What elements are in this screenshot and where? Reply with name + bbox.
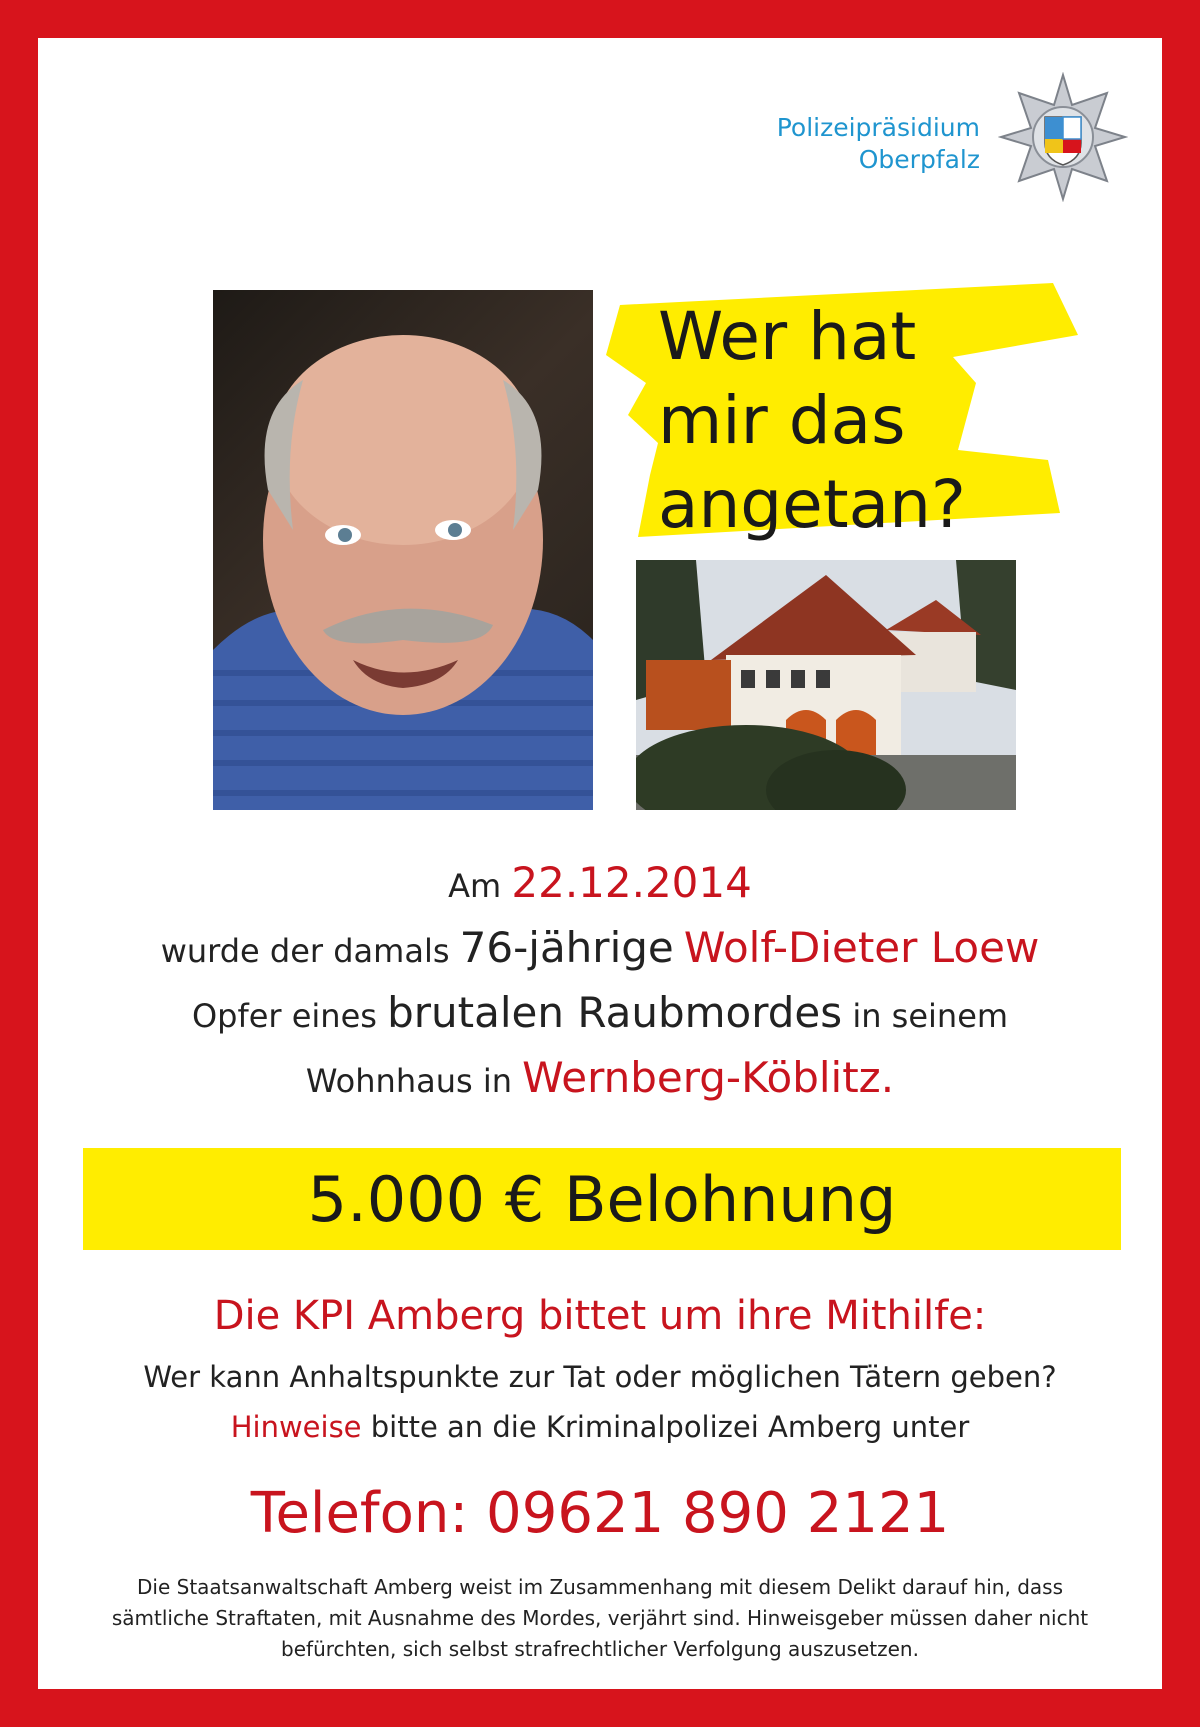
- phone-number[interactable]: Telefon: 09621 890 2121: [250, 1481, 950, 1546]
- intro-house: Wohnhaus in: [305, 1062, 512, 1100]
- reward-text: 5.000 € Belohnung: [307, 1162, 897, 1236]
- disclaimer-line-2: sämtliche Straftaten, mit Ausnahme des Mordes, verjährt sind. Hinweisgeber müssen daher nicht: [111, 1606, 1089, 1630]
- hints-rest: bitte an die Kriminalpolizei Amberg unter: [370, 1410, 970, 1444]
- incident-place: Wernberg-Köblitz.: [522, 1053, 895, 1102]
- intro-am: Am: [448, 867, 502, 905]
- incident-description: [80, 852, 1120, 1112]
- police-authority-name: [740, 112, 980, 176]
- crime-type: brutalen Raubmordes: [387, 988, 843, 1037]
- hints-word: Hinweise: [230, 1410, 362, 1444]
- headline-line-2: mir das: [658, 382, 906, 459]
- intro-line-4: [80, 1047, 1120, 1112]
- victim-name: Wolf-Dieter Loew: [683, 923, 1040, 972]
- intro-in-his: in seinem: [852, 997, 1009, 1035]
- legal-disclaimer: [55, 1572, 1145, 1665]
- headline-line-1: Wer hat: [658, 298, 917, 375]
- headline-block: [598, 275, 1088, 545]
- house-illustration: [636, 560, 1016, 810]
- victim-age: 76-jährige: [459, 923, 674, 972]
- portrait-illustration: [213, 290, 593, 810]
- intro-victim: Opfer eines: [191, 997, 377, 1035]
- reward-banner: [83, 1148, 1121, 1250]
- police-star-badge-icon: [998, 72, 1128, 202]
- authority-line-2: Oberpfalz: [858, 145, 980, 174]
- intro-line-2: [80, 917, 1120, 982]
- appeal-question: Wer kann Anhaltspunkte zur Tat oder möglichen Tätern geben?: [143, 1360, 1057, 1394]
- intro-line-1: [80, 852, 1120, 917]
- portrait-photo: [213, 290, 593, 810]
- house-photo: [636, 560, 1016, 810]
- incident-date: 22.12.2014: [511, 858, 752, 907]
- authority-line-1: Polizeipräsidium: [776, 113, 980, 142]
- intro-was: wurde der damals: [160, 932, 450, 970]
- appeal-body: [60, 1352, 1140, 1452]
- disclaimer-line-1: Die Staatsanwaltschaft Amberg weist im Zusammenhang mit diesem Delikt darauf hin, dass: [137, 1575, 1063, 1599]
- intro-line-3: [80, 982, 1120, 1047]
- headline-line-3: angetan?: [658, 466, 966, 543]
- disclaimer-line-3: befürchten, sich selbst strafrechtlicher Verfolgung auszusetzen.: [281, 1637, 919, 1661]
- appeal-hints-line: [60, 1402, 1140, 1452]
- appeal-title: Die KPI Amberg bittet um ihre Mithilfe:: [213, 1293, 987, 1339]
- headline-text: [658, 295, 1098, 547]
